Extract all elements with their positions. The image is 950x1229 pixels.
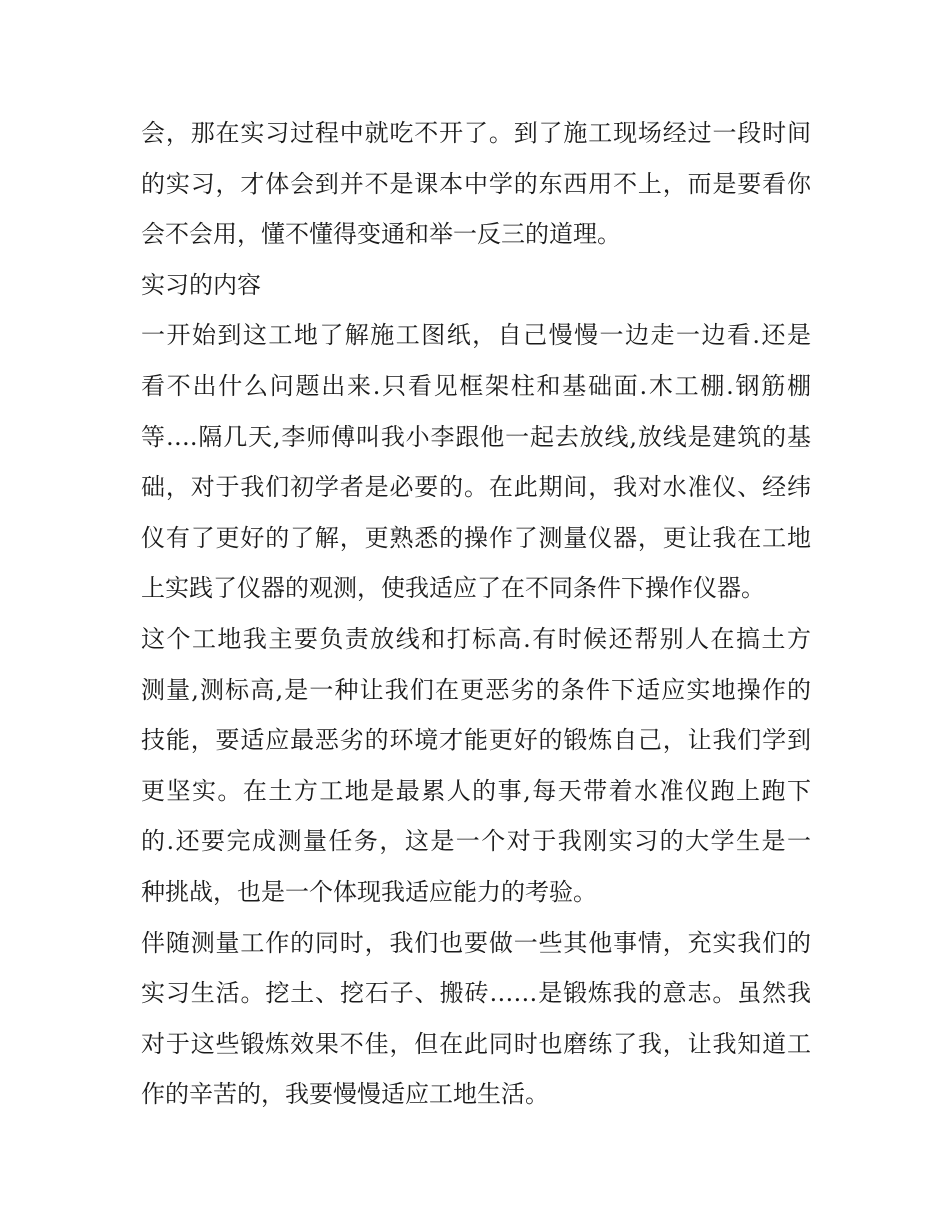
text-line: 一开始到这工地了解施工图纸，自己慢慢一边走一边看.还是 [141, 321, 811, 350]
text-line: 作的辛苦的，我要慢慢适应工地生活。 [141, 1080, 549, 1109]
text-line: 的实习，才体会到并不是课本中学的东西用不上，而是要看你 [141, 169, 811, 198]
text-line: 技能，要适应最恶劣的环境才能更好的锻炼自己，让我们学到 [141, 726, 811, 755]
text-line: 实习生活。挖土、挖石子、搬砖……是锻炼我的意志。虽然我 [141, 979, 811, 1008]
text-line: 会，那在实习过程中就吃不开了。到了施工现场经过一段时间 [141, 119, 811, 147]
text-line: 这个工地我主要负责放线和打标高.有时候还帮别人在搞土方 [141, 624, 811, 653]
text-line: 础，对于我们初学者是必要的。在此期间，我对水准仪、经纬 [141, 473, 811, 502]
text-line: 仪有了更好的了解，更熟悉的操作了测量仪器，更让我在工地 [141, 523, 811, 552]
text-line: 种挑战，也是一个体现我适应能力的考验。 [141, 877, 597, 906]
text-line: 上实践了仪器的观测，使我适应了在不同条件下操作仪器。 [141, 574, 765, 603]
text-line: 更坚实。在土方工地是最累人的事,每天带着水准仪跑上跑下 [141, 776, 811, 805]
text-line: 等….隔几天,李师傅叫我小李跟他一起去放线,放线是建筑的基 [141, 422, 811, 451]
text-line: 看不出什么问题出来.只看见框架柱和基础面.木工棚.钢筋棚 [141, 371, 811, 400]
text-line: 测量,测标高,是一种让我们在更恶劣的条件下适应实地操作的 [141, 675, 811, 704]
text-line: 对于这些锻炼效果不佳，但在此同时也磨练了我，让我知道工 [141, 1029, 811, 1058]
text-line: 伴随测量工作的同时，我们也要做一些其他事情，充实我们的 [141, 928, 811, 957]
section-heading: 实习的内容 [141, 270, 261, 299]
text-line: 的.还要完成测量任务，这是一个对于我刚实习的大学生是一 [141, 827, 811, 856]
document-body [141, 108, 821, 1120]
text-line: 会不会用，懂不懂得变通和举一反三的道理。 [141, 220, 621, 249]
